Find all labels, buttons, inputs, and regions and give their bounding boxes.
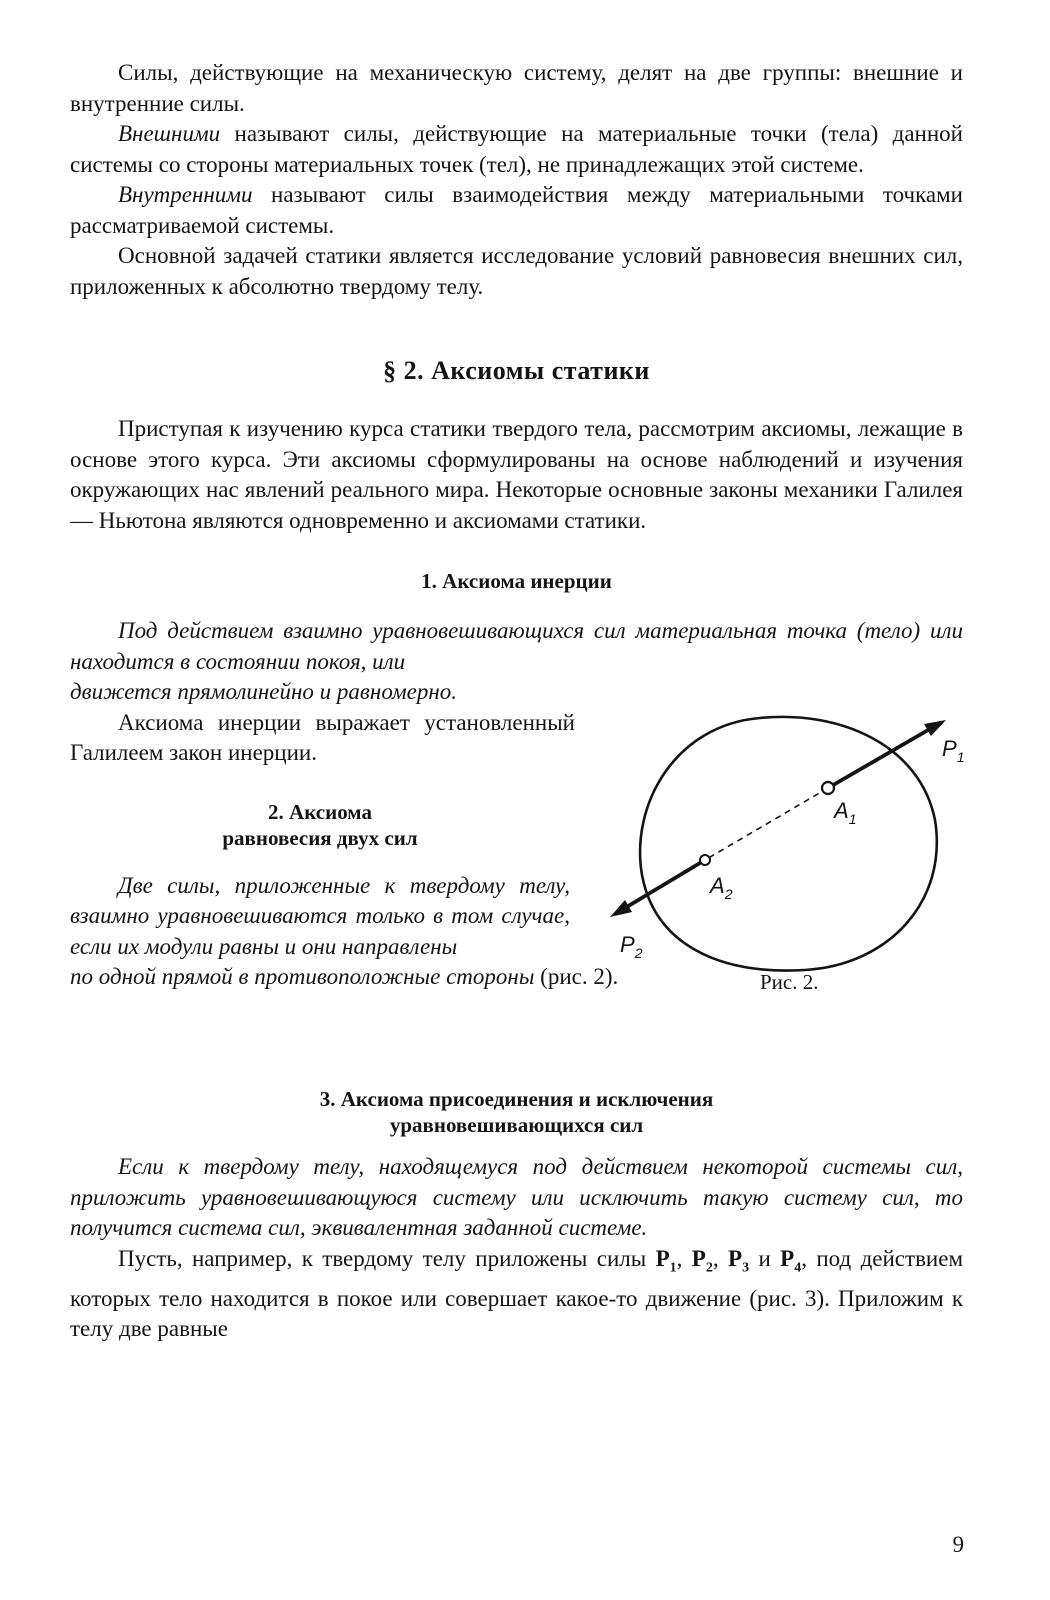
figure-caption: Рис. 2.	[760, 970, 819, 994]
point-a1	[822, 782, 834, 794]
axiom2-statement-end: по одной прямой в противоположные стороны (рис. 2).	[70, 964, 619, 989]
label-p1: $P_1$	[942, 736, 965, 765]
intro-paragraph-3: Внутренними называют силы взаимодействия между материальными точками рассматриваемой системы.	[70, 182, 963, 238]
force-line-p2	[620, 860, 705, 911]
rigid-body-outline	[640, 717, 937, 971]
section-intro: Приступая к изучению курса статики твердого тела, рассмотрим аксиомы, лежащие в основе этого курса. Эти аксиомы сформулированы на основе наблюдений и изучения окружающих нас явлений реального мира. Некоторые основные законы механики Галилея — Ньютона являются одновременно и аксиомами статики.	[70, 416, 963, 533]
arrowhead-p2	[610, 900, 632, 917]
axiom2-statement: Две силы, приложенные к твердому телу, взаимно уравновешиваются только в том случае, если их модули равны и они направлены	[70, 872, 570, 959]
axiom3-statement: Если к твердому телу, находящемуся под действием некоторой системы сил, приложить уравновешивающуюся систему или исключить такую систему сил, то получится система сил, эквивалентная заданной системе.	[70, 1154, 963, 1240]
axiom3-title: 3. Аксиома присоединения и исключения уравновешивающихся сил	[319, 1087, 714, 1137]
force-p3: $P_3$	[728, 1245, 750, 1276]
axiom-wrap-area	[70, 616, 963, 1068]
point-a2	[700, 855, 710, 865]
axiom1-text: Аксиома инерции выражает установленный Галилеем закон инерции.	[70, 709, 575, 765]
axiom1-statement: Под действием взаимно уравновешивающихся сил материальная точка (тело) или находится в состоянии покоя, или	[70, 618, 963, 674]
intro-paragraph-2: Внешними называют силы, действующие на материальные точки (тела) данной системы со стороны материальных точек (тел), не принадлежащих этой системе.	[70, 121, 963, 177]
force-p4: $P_4$	[780, 1245, 802, 1276]
section-title: § 2. Аксиомы статики	[383, 356, 650, 385]
label-a2: $A_2$	[710, 873, 733, 902]
force-p1: $P_1$	[655, 1245, 677, 1276]
axiom3-text: Пусть, например, к твердому телу приложены силы $P_1$, $P_2$, $P_3$ и $P_4$, под действием которых тело находится в покое или совершает какое-то движение (рис. 3). Приложим к телу две равные	[70, 1245, 963, 1342]
term-external: Внешними	[118, 121, 221, 146]
label-p2: $P_2$	[620, 932, 643, 961]
dashed-line-a1-a2	[705, 788, 828, 860]
axiom1-title: 1. Аксиома инерции	[421, 569, 612, 593]
intro-paragraph-1: Силы, действующие на механическую систему, делят на две группы: внешние и внутренние силы.	[70, 60, 963, 116]
term-internal: Внутренними	[118, 182, 253, 207]
intro-paragraph-4: Основной задачей статики является исследование условий равновесия внешних сил, приложенных к абсолютно твердому телу.	[70, 243, 963, 299]
figure-two-forces	[590, 700, 970, 1000]
force-p2: $P_2$	[691, 1245, 713, 1276]
page-body	[70, 58, 963, 1345]
axiom2-title: 2. Аксиома равновесия двух сил	[222, 799, 418, 850]
arrowhead-p1	[924, 720, 946, 736]
axiom1-statement-cont: движется прямолинейно и равномерно.	[70, 679, 457, 704]
page-number: 9	[952, 1532, 964, 1557]
label-a1: $A_1$	[834, 798, 857, 827]
